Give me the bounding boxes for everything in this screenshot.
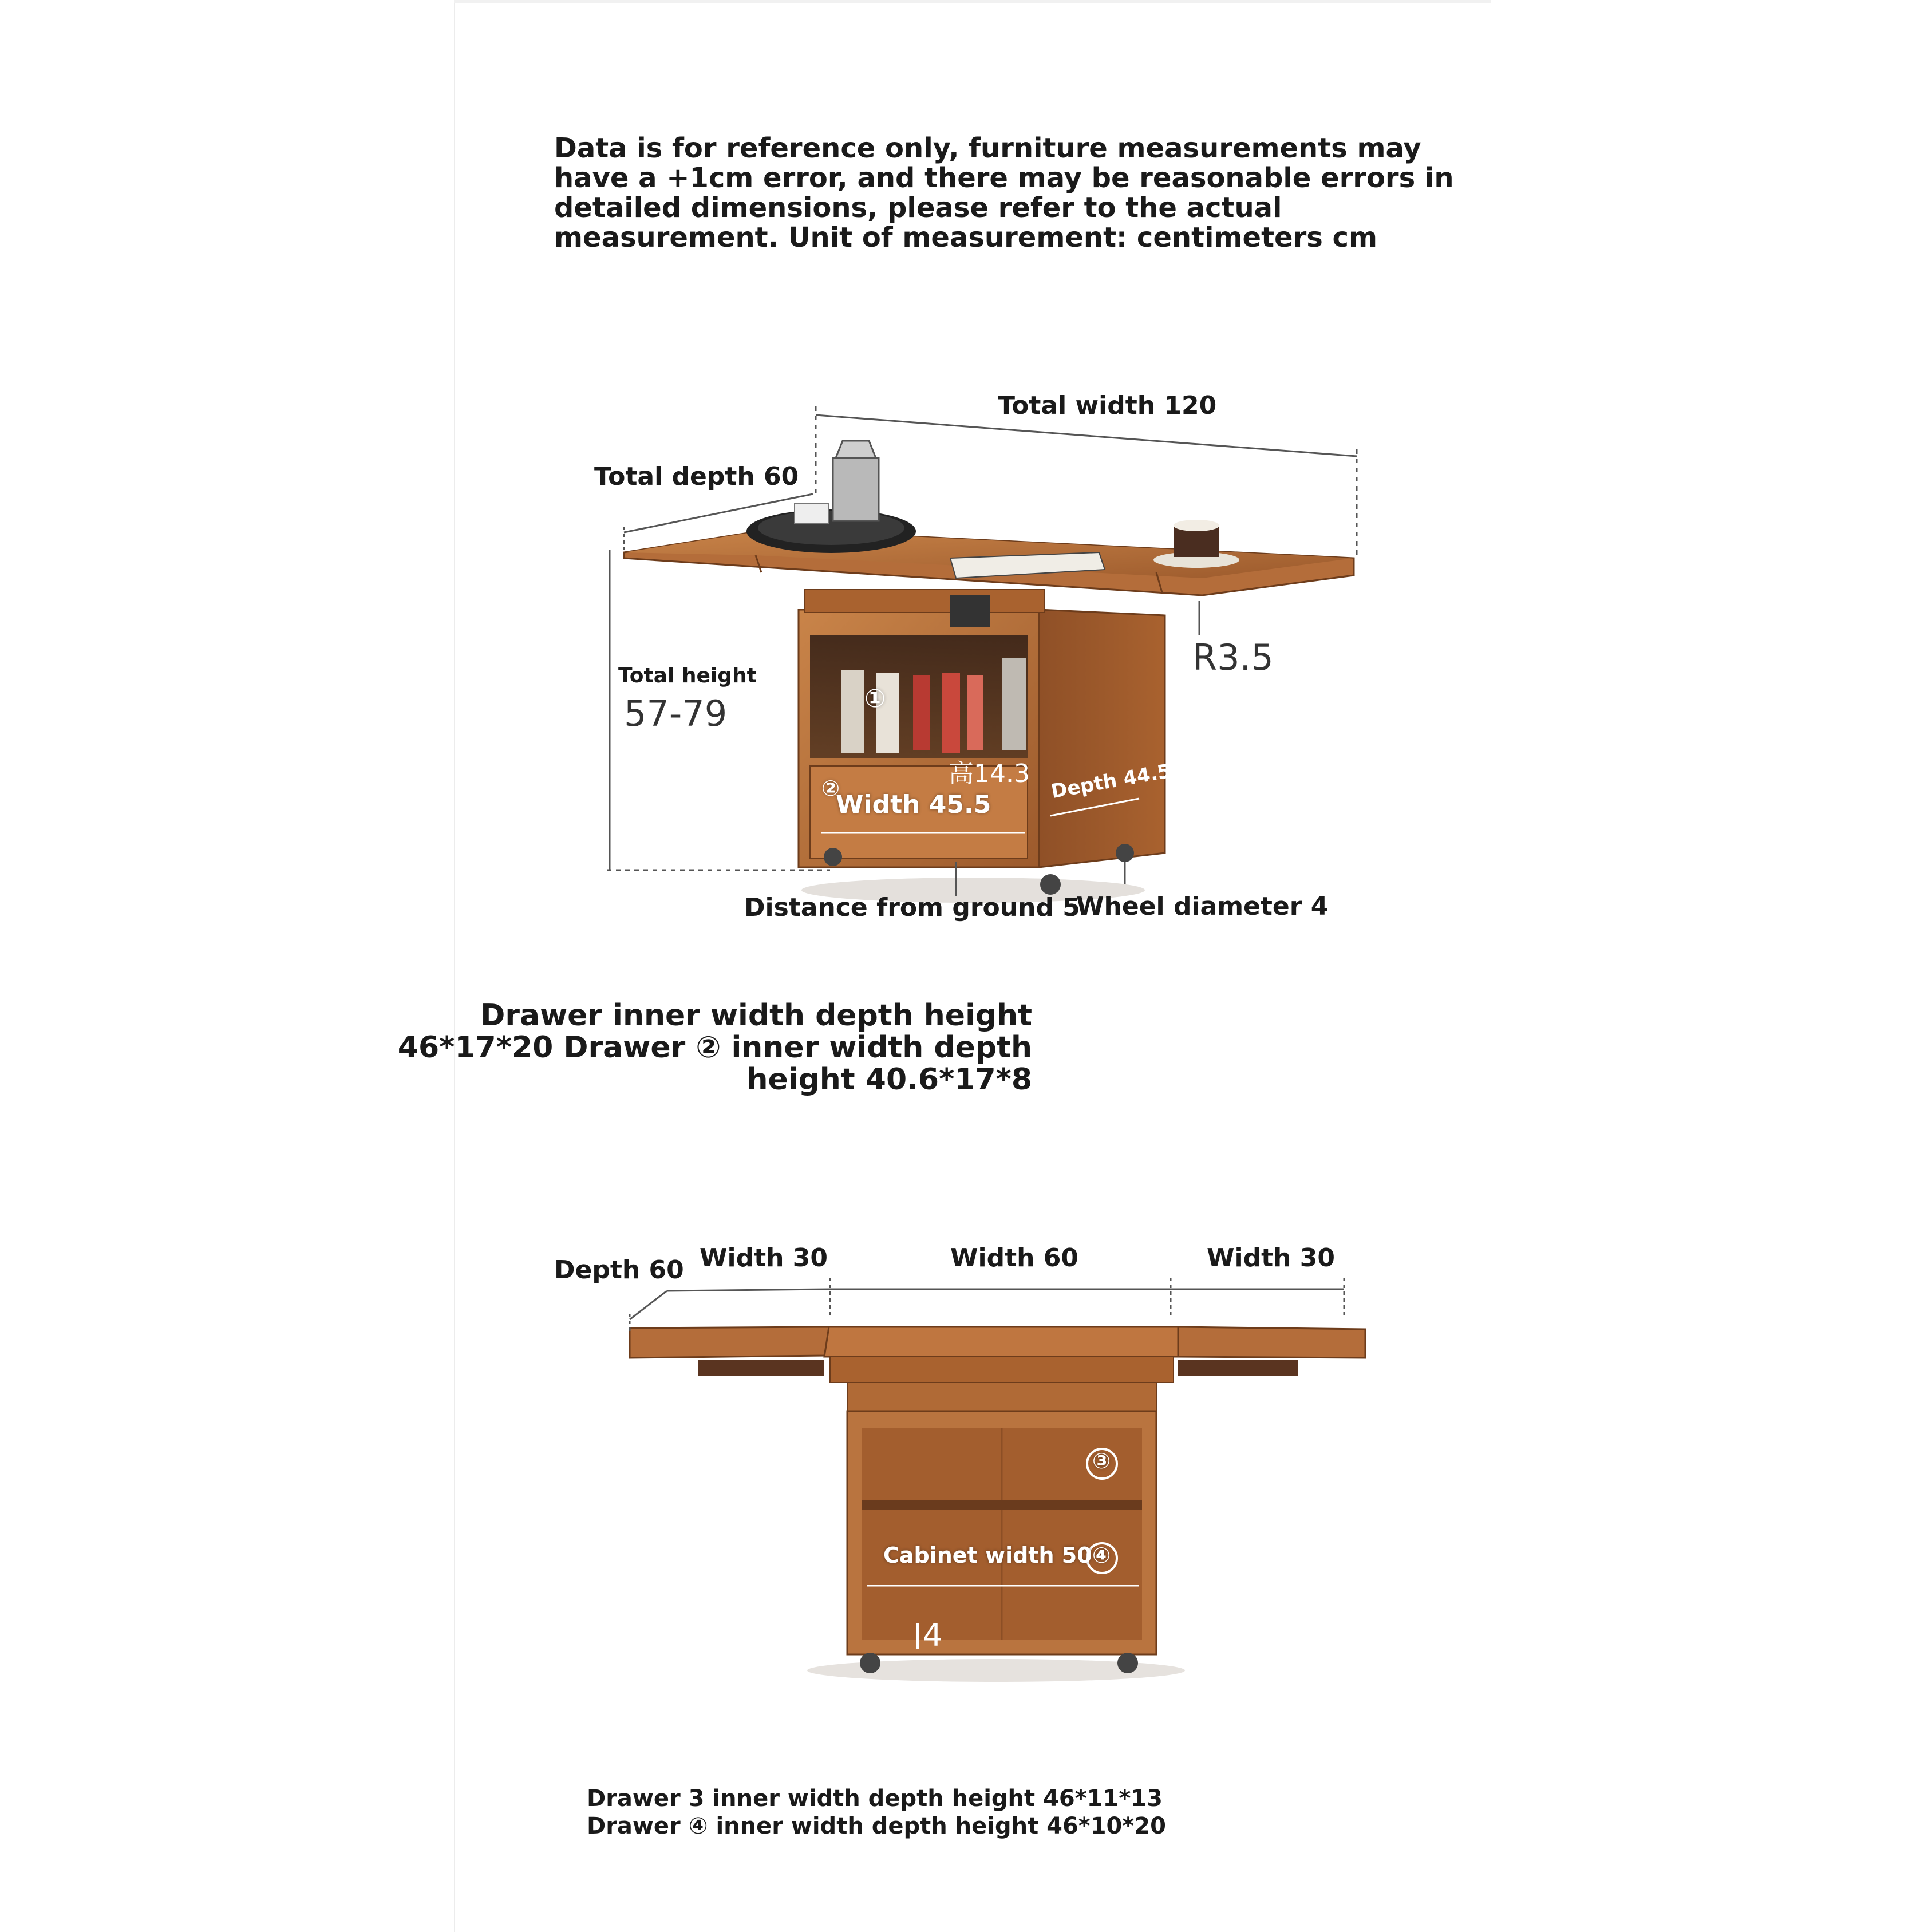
total-depth-label: Total depth 60 <box>594 462 799 491</box>
table-top-front <box>630 1327 1365 1411</box>
marker-4: ④ <box>1092 1543 1111 1568</box>
dimension-lines-front <box>630 1278 1344 1334</box>
total-height-label: Total height <box>618 664 757 688</box>
cabinet-width-label: Cabinet width 50 <box>883 1543 1092 1568</box>
height-4-label: 4 <box>923 1617 943 1653</box>
width-30-right-label: Width 30 <box>1207 1243 1336 1273</box>
ground-distance-label: Distance from ground 5 <box>744 893 1080 922</box>
radius-label: R3.5 <box>1192 637 1274 678</box>
cabinet-front <box>847 1411 1156 1654</box>
total-width-label: Total width 120 <box>998 391 1217 420</box>
depth-60-label: Depth 60 <box>554 1255 684 1285</box>
marker-1: ① <box>864 684 886 713</box>
depth-44-label: Depth 44.5 <box>1049 759 1173 804</box>
height-14-label: 高14.3 <box>949 759 1030 788</box>
drawer-note-b: Drawer 3 inner width depth height 46*11*13 Drawer ④ inner width depth height 46*10*20 <box>587 1785 1166 1839</box>
marker-2: ② <box>821 776 840 801</box>
disclaimer-note: Data is for reference only, furniture measurements may have a +1cm error, and there may be reasonable errors in detailed dimensions, please refer to the actual measurement. Unit of measurement: centimeters cm <box>554 132 1454 254</box>
wheel-diameter-label: Wheel diameter 4 <box>1076 892 1329 921</box>
total-height-value: 57-79 <box>624 693 728 734</box>
marker-3: ③ <box>1092 1448 1111 1473</box>
shelf-divider <box>862 1500 1142 1510</box>
width-60-label: Width 60 <box>950 1243 1079 1273</box>
width-30-left-label: Width 30 <box>700 1243 828 1273</box>
drawer-note-a: Drawer inner width depth height 46*17*20 Drawer ② inner width depth height 40.6*17*8 <box>397 998 1032 1097</box>
width-45-label: Width 45.5 <box>836 790 991 819</box>
